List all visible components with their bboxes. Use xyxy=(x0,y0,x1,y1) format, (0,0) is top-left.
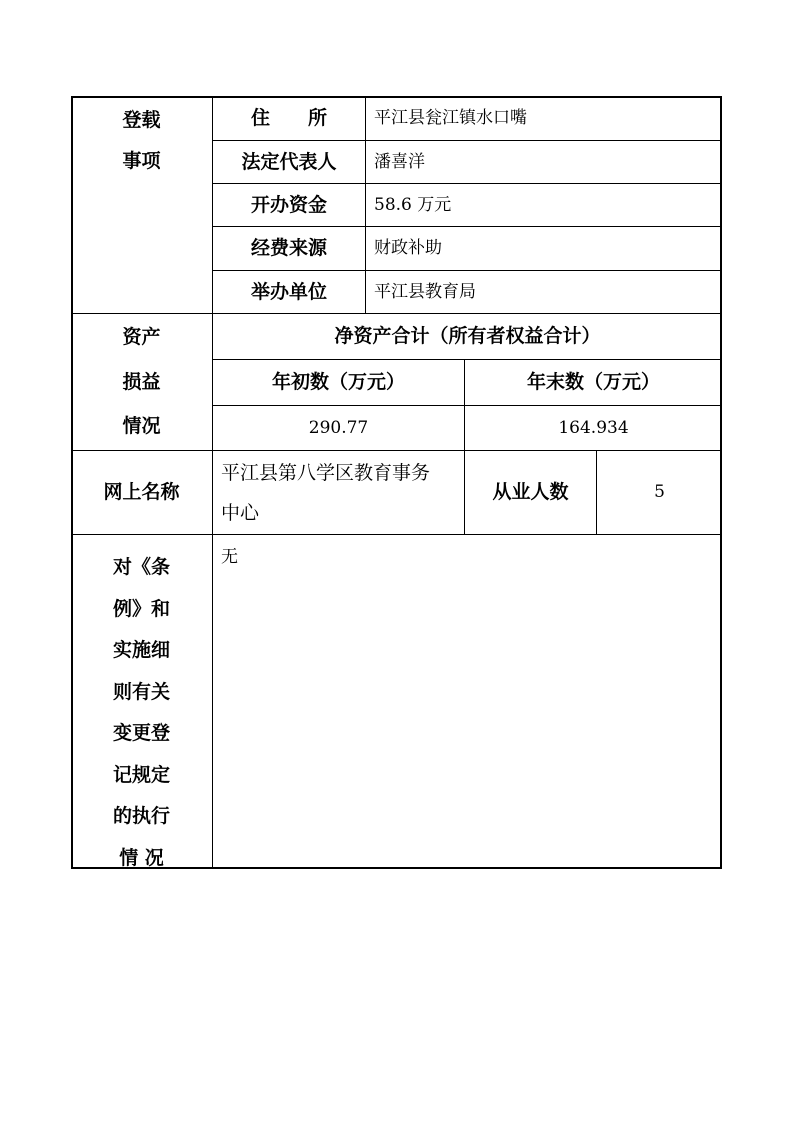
compliance-label-line: 变更登 xyxy=(112,722,170,744)
sponsor-value: 平江县教育局 xyxy=(374,281,476,302)
assets-section-label xyxy=(71,314,212,450)
legal-representative-label: 法定代表人 xyxy=(241,150,337,173)
funding-source-value: 财政补助 xyxy=(374,238,442,259)
begin-year-header: 年初数（万元） xyxy=(271,371,405,394)
funding-source-label: 经费来源 xyxy=(250,237,327,260)
sponsor-label: 举办单位 xyxy=(250,280,327,303)
compliance-value: 无 xyxy=(221,547,238,567)
registration-section-label xyxy=(71,96,212,186)
capital-label: 开办资金 xyxy=(250,193,327,216)
address-value: 平江县瓮江镇水口嘴 xyxy=(374,107,527,128)
compliance-label-line: 记规定 xyxy=(112,763,170,786)
registration-label-line2: 事项 xyxy=(122,150,161,172)
begin-year-value: 290.77 xyxy=(308,417,369,438)
online-name-line2: 中心 xyxy=(221,501,260,524)
net-assets-header: 净资产合计（所有者权益合计） xyxy=(334,325,601,348)
address-label: 住 所 xyxy=(250,106,327,129)
online-name-value xyxy=(213,451,464,534)
compliance-label-line: 则有关 xyxy=(112,680,170,703)
staff-count-value: 5 xyxy=(654,482,665,503)
compliance-label xyxy=(71,535,212,869)
capital-value: 58.6 万元 xyxy=(374,194,452,215)
end-year-value: 164.934 xyxy=(558,417,629,438)
compliance-label-line: 例》和 xyxy=(112,597,170,620)
end-year-header: 年末数（万元） xyxy=(526,371,660,394)
assets-label-line2: 损益 xyxy=(122,370,161,393)
compliance-label-line: 情 况 xyxy=(119,846,164,869)
compliance-label-line: 实施细 xyxy=(112,639,170,661)
compliance-label-line: 对《条 xyxy=(112,556,170,578)
staff-count-label: 从业人数 xyxy=(492,481,569,504)
online-name-line1: 平江县第八学区教育事务 xyxy=(221,461,431,484)
legal-representative-value: 潘喜洋 xyxy=(374,151,425,172)
online-name-label: 网上名称 xyxy=(103,481,180,504)
compliance-label-line: 的执行 xyxy=(112,805,170,827)
assets-label-line1: 资产 xyxy=(122,325,161,348)
registration-label-line1: 登载 xyxy=(122,109,161,132)
assets-label-line3: 情况 xyxy=(122,415,161,438)
